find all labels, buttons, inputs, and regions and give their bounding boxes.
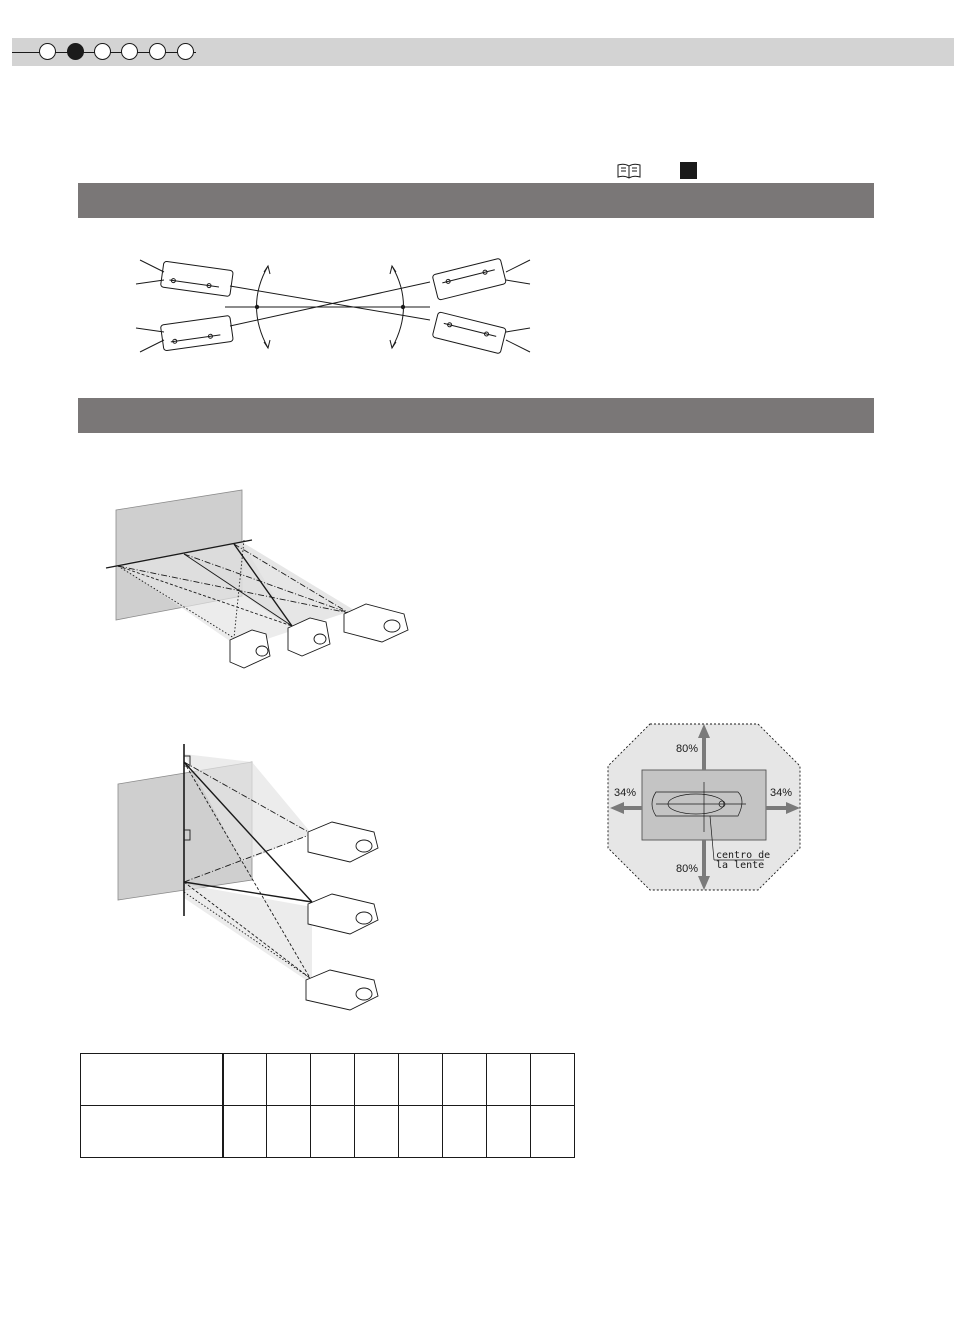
projector-bottom-right — [432, 312, 506, 354]
step-indicator-1 — [39, 43, 56, 60]
table-cell — [399, 1054, 443, 1106]
step-indicator-3 — [94, 43, 111, 60]
projector-top-left — [160, 261, 233, 296]
table-row — [81, 1106, 575, 1158]
vertical-shift-diagram — [112, 742, 387, 1020]
lens-center-label-line1: centro de — [716, 850, 771, 861]
step-indicator-2-active — [67, 43, 84, 60]
step-indicator-6 — [177, 43, 194, 60]
table-cell — [531, 1054, 575, 1106]
step-indicator-5 — [149, 43, 166, 60]
left-shift-label: 34% — [614, 787, 637, 799]
projector-bottom — [306, 970, 378, 1010]
up-shift-label: 80% — [676, 743, 699, 755]
section-heading-band-2 — [78, 398, 874, 433]
table-cell — [267, 1054, 311, 1106]
projector-top-right — [432, 258, 506, 300]
right-shift-label: 34% — [770, 787, 793, 799]
table-cell — [443, 1054, 487, 1106]
table-cell — [223, 1106, 267, 1158]
tilt-angle-diagram — [130, 248, 540, 360]
table-cell — [531, 1106, 575, 1158]
step-indicator-4 — [121, 43, 138, 60]
section-heading-band-1 — [78, 183, 874, 218]
page-number-square-icon — [680, 162, 697, 179]
book-icon — [618, 164, 640, 178]
table-cell — [81, 1106, 224, 1158]
table-cell — [355, 1106, 399, 1158]
projector-middle — [308, 894, 378, 934]
table-cell — [399, 1106, 443, 1158]
page-reference — [616, 161, 700, 181]
projector-right — [344, 604, 408, 642]
table-row — [81, 1054, 575, 1106]
lens-center-label-line2: la lente — [716, 860, 765, 871]
horizontal-shift-diagram — [104, 488, 419, 678]
shift-table — [80, 1053, 575, 1158]
table-cell — [311, 1106, 355, 1158]
table-cell — [487, 1106, 531, 1158]
lens-shift-range-diagram — [606, 722, 802, 894]
table-cell — [267, 1106, 311, 1158]
table-cell — [487, 1054, 531, 1106]
projector-top — [308, 822, 378, 862]
table-cell — [223, 1054, 267, 1106]
projector-bottom-left — [160, 315, 233, 350]
table-cell — [81, 1054, 224, 1106]
table-cell — [443, 1106, 487, 1158]
table-cell — [355, 1054, 399, 1106]
table-cell — [311, 1054, 355, 1106]
down-shift-label: 80% — [676, 863, 699, 875]
